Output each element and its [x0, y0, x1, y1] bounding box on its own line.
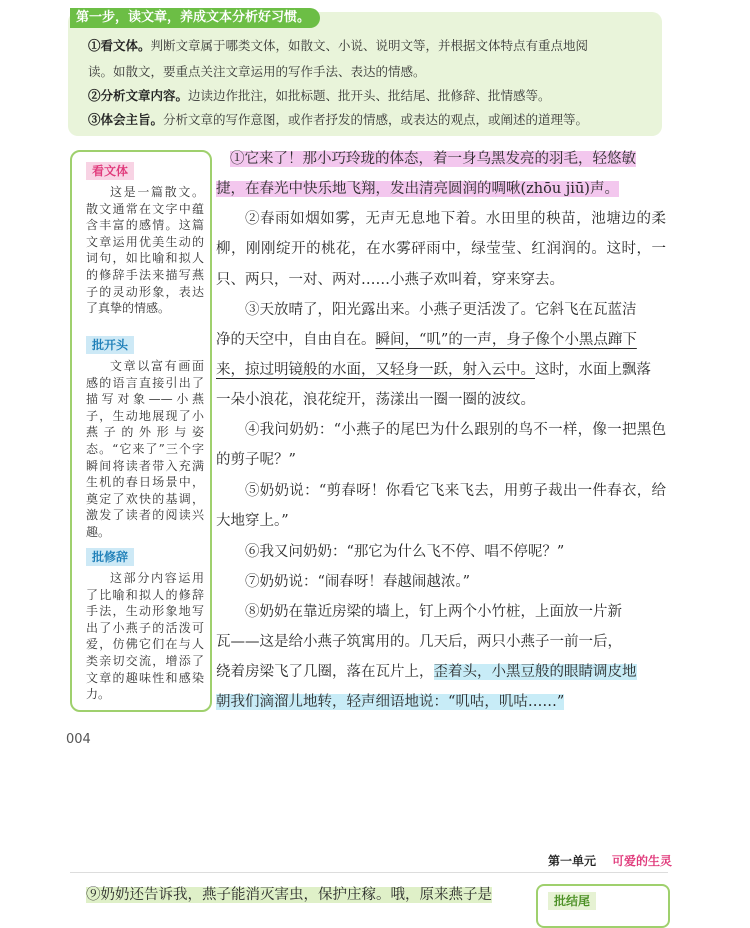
note-text-genre: 这是一篇散文。散文通常在文字中蕴含丰富的感情。这篇文章运用优美生动的词句，如比喻和拟人的修辞手法来描写燕子的灵动形象，表达了真挚的情感。: [86, 185, 204, 316]
paragraph-1-line-2: 捷，在春光中快乐地飞翔，发出清亮圆润的啁啾(zhōu jiū)声。: [216, 181, 619, 197]
divider: [70, 872, 668, 873]
paragraph-8-line-1: ⑧奶奶在靠近房梁的墙上，钉上两个小竹桩，上面放一片新: [245, 604, 622, 620]
unit-label: 第一单元: [548, 854, 597, 868]
note-tag-opening: 批开头: [86, 336, 134, 354]
paragraph-4: ④我问奶奶：“小燕子的尾巴为什么跟别的鸟不一样，像一把黑色的剪子呢？”: [216, 422, 666, 469]
paragraph-8-line-3: 绕着房梁飞了几圈，落在瓦片上，歪着头，小黑豆般的眼睛调皮地: [216, 664, 637, 680]
paragraph-2: ②春雨如烟如雾，无声无息地下着。水田里的秧苗，池塘边的柔柳，刚刚绽开的桃花，在水雾砰雨中，绿莹莹、红润润的。这时，一只、两只，一对、两对……小燕子欢叫着，穿来穿去。: [216, 211, 666, 288]
note-text-rhetoric: 这部分内容运用了比喻和拟人的修辞手法，生动形象地写出了小燕子的活泼可爱，仿佛它们在与人类亲切交流，增添了文章的趣味性和感染力。: [86, 571, 204, 702]
paragraph-3-line-1: ③天放晴了，阳光露出来。小燕子更活泼了。它斜飞在瓦蓝洁: [245, 302, 637, 318]
paragraph-7: ⑦奶奶说：“闹春呀！春越闹越浓。”: [245, 574, 471, 590]
paragraph-8-line-4: 朝我们滴溜儿地转，轻声细语地说：“叽咕，叽咕……”: [216, 694, 565, 710]
method-item-3: ③体会主旨。分析文章的写作意图，或作者抒发的情感，或表达的观点，或阐述的道理等。: [88, 112, 589, 127]
annotation-column: [70, 150, 212, 712]
note-tag-ending: 批结尾: [548, 892, 596, 910]
paragraph-3-line-2: 净的天空中，自由自在。瞬间，“叽”的一声，身子像个小黑点蹿下: [216, 332, 637, 348]
unit-topic: 可爱的生灵: [612, 854, 673, 868]
method-title: 第一步，读文章，养成文本分析好习惯。: [70, 8, 320, 28]
paragraph-8-line-2: 瓦——这是给小燕子筑寓用的。几天后，两只小燕子一前一后，: [216, 634, 622, 650]
paragraph-9: ⑨奶奶还告诉我，燕子能消灭害虫，保护庄稼。哦，原来燕子是: [86, 887, 492, 903]
paragraph-6: ⑥我又问奶奶：“那它为什么飞不停、唱不停呢？”: [245, 544, 565, 560]
paragraph-3-line-4: 一朵小浪花，浪花绽开，荡漾出一圈一圈的波纹。: [216, 392, 535, 408]
method-item-1: ①看文体。判断文章属于哪类文体，如散文、小说、说明文等，并根据文体特点有重点地阅: [88, 38, 589, 53]
paragraph-5: ⑤奶奶说：“剪春呀！你看它飞来飞去，用剪子裁出一件春衣，给大地穿上。”: [216, 483, 666, 530]
note-text-opening: 文章以富有画面感的语言直接引出了描写对象——小燕子，生动地展现了小燕子的外形与姿态。“它来了”三个字瞬间将读者带入充满生机的春日场景中，奠定了欢快的基调，激发了读者的阅读兴趣。: [86, 359, 204, 539]
page-number: 004: [66, 732, 91, 747]
paragraph-1-line-1: ①它来了！那小巧玲珑的体态，着一身乌黑发亮的羽毛，轻悠敏: [230, 151, 636, 167]
note-tag-rhetoric: 批修辞: [86, 548, 134, 566]
paragraph-3-line-3: 来，掠过明镜般的水面，又轻身一跃，射入云中。这时，水面上飘落: [216, 362, 651, 378]
note-tag-genre: 看文体: [86, 162, 134, 180]
method-item-2: ②分析文章内容。边读边作批注，如批标题、批开头、批结尾、批修辞、批情感等。: [88, 88, 551, 103]
method-item-1-cont: 读。如散文，要重点关注文章运用的写作手法、表达的情感。: [88, 64, 426, 79]
